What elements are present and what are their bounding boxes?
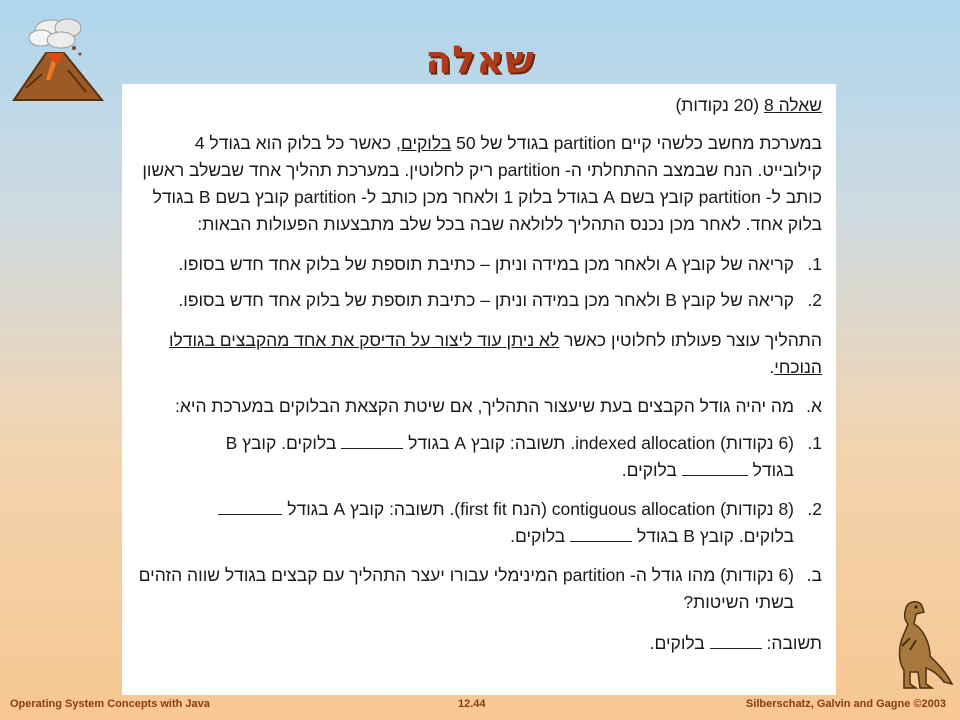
intro-blocks-word: בלוקים bbox=[400, 133, 452, 153]
answer-blank[interactable] bbox=[682, 460, 748, 476]
footer-slide-number: 12.44 bbox=[458, 698, 486, 710]
part-a-text: מה יהיה גודל הקבצים בעת שיעצור התהליך, אם שיטת הקצאת הבלוקים במערכת היא: bbox=[175, 396, 794, 416]
part-a-question bbox=[136, 393, 822, 420]
dinosaur-icon bbox=[886, 598, 954, 690]
answer-blank[interactable] bbox=[218, 499, 282, 515]
part-b-answer bbox=[136, 630, 822, 657]
question-number: שאלה 8 bbox=[763, 95, 822, 115]
item-line: (8 נקודות) contiguous allocation (הנח first fit). תשובה: קובץ A בגודל bbox=[282, 499, 794, 519]
item-line: (6 נקודות) indexed allocation. תשובה: קובץ A בגודל bbox=[403, 433, 794, 453]
part-b-label: ב. bbox=[806, 565, 822, 585]
intro-text-b: , כאשר כל בלוק הוא בגודל 4 קילובייט. הנח שבמצב ההתחלתי ה- partition ריק לחלוטין. במערכת תהליך אחד שבשלב ראשון כותב ל- partition קובץ בשם A בגודל בלוק 1 ולאחר מכן כותב ל- partition קובץ בשם B בגודל בלוק אחד. לאחר מכן נכנס התהליך ללולאה שבה בכל שלב מתבצעות הפעולות הבאות: bbox=[142, 133, 822, 234]
part-a-item-text bbox=[136, 496, 794, 550]
stop-underlined: לא ניתן עוד ליצור על הדיסק את אחד מהקבצים בגודלו הנוכחי bbox=[168, 330, 822, 377]
step-text: קריאה של קובץ A ולאחר מכן במידה וניתן – כתיבת תוספת של בלוק אחד חדש בסופו. bbox=[178, 254, 794, 274]
stop-end: . bbox=[769, 357, 775, 377]
stop-condition bbox=[136, 327, 822, 381]
stop-text: התהליך עוצר פעולתו לחלוטין כאשר bbox=[559, 330, 822, 350]
question-document bbox=[122, 84, 836, 695]
step-item bbox=[136, 251, 822, 278]
answer-blank[interactable] bbox=[341, 433, 403, 449]
part-b-text: (6 נקודות) מהו גודל ה- partition המינימלי עבורו יעצר התהליך עם קבצים בגודל שווה הזהים בשתי השיטות? bbox=[138, 565, 794, 612]
part-a-item-number: 2. bbox=[807, 499, 822, 519]
answer-blank[interactable] bbox=[570, 526, 632, 542]
footer-book-title: Operating System Concepts with Java bbox=[10, 698, 210, 710]
intro-text-a: במערכת מחשב כלשהי קיים partition בגודל של 50 bbox=[451, 133, 822, 153]
item-line: בלוקים. קובץ B בגודל bbox=[632, 526, 794, 546]
step-number: 1. bbox=[807, 254, 822, 274]
part-a-item bbox=[136, 496, 822, 550]
step-text: קריאה של קובץ B ולאחר מכן במידה וניתן – כתיבת תוספת של בלוק אחד חדש בסופו. bbox=[178, 290, 794, 310]
question-points: (20 נקודות) bbox=[675, 95, 764, 115]
item-line-end: בלוקים. קובץ B bbox=[225, 433, 342, 453]
question-heading bbox=[136, 92, 822, 119]
part-a-item bbox=[136, 430, 822, 484]
question-intro bbox=[136, 130, 822, 238]
item-line-end: בלוקים. bbox=[510, 526, 571, 546]
step-number: 2. bbox=[807, 290, 822, 310]
part-a-item-number: 1. bbox=[807, 433, 822, 453]
slide-title: שאלה bbox=[425, 38, 535, 82]
footer-authors: Silberschatz, Galvin and Gagne ©2003 bbox=[745, 698, 946, 710]
answer-end: בלוקים. bbox=[649, 633, 710, 653]
item-line: בגודל bbox=[747, 460, 794, 480]
step-item bbox=[136, 287, 822, 314]
part-a-label: א. bbox=[806, 396, 822, 416]
item-line-end: בלוקים. bbox=[621, 460, 682, 480]
answer-blank[interactable] bbox=[710, 633, 762, 649]
part-b-question bbox=[136, 562, 822, 616]
part-a-item-text bbox=[136, 430, 794, 484]
answer-label: תשובה: bbox=[761, 633, 822, 653]
